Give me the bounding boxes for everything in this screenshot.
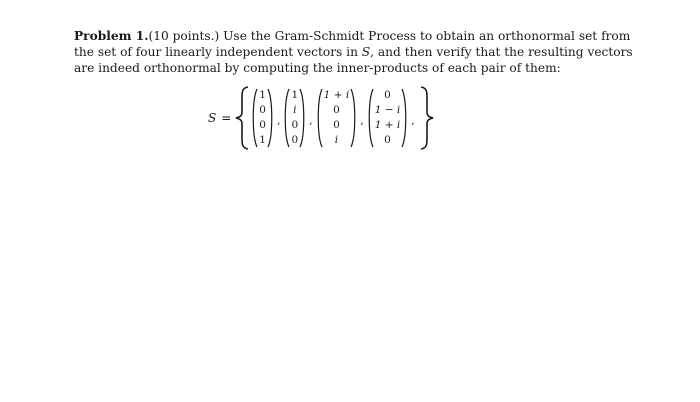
- vector-4-entry-4: 0: [384, 134, 391, 146]
- vector-2-entry-1: 1: [291, 89, 299, 101]
- vector-1-entries: [258, 88, 267, 148]
- vector-4: [367, 88, 409, 148]
- problem-line-3: are indeed orthonormal by computing the inner-products of each pair of them:: [74, 61, 561, 75]
- vector-4-entry-3: 1 + i: [374, 119, 401, 131]
- separator-comma: ,: [360, 113, 364, 127]
- vector-1-entry-4: 1: [259, 134, 266, 146]
- left-paren-icon: [367, 88, 374, 148]
- vector-1-entry-2: 0: [259, 104, 266, 116]
- problem-line-2: [74, 44, 634, 60]
- vector-2-entry-2: i: [293, 104, 297, 116]
- set-variable-inline: S: [361, 45, 371, 59]
- separator-comma: ,: [309, 113, 313, 127]
- vector-3-entries: [323, 88, 351, 148]
- problem-statement: [74, 28, 634, 76]
- vector-4-entries: [374, 88, 402, 148]
- separator-comma: ,: [276, 113, 281, 127]
- set-definition: [208, 86, 436, 150]
- left-paren-icon: [316, 88, 323, 148]
- separator-comma: ,: [411, 113, 415, 127]
- vector-3-entry-1: 1 + i: [323, 89, 350, 101]
- vector-1: [251, 88, 274, 148]
- set-name: S: [208, 111, 217, 125]
- equals-sign: =: [221, 111, 232, 125]
- vector-2-entry-4: 0: [291, 134, 299, 146]
- left-paren-icon: [283, 88, 290, 148]
- right-brace-icon: [418, 86, 436, 150]
- vector-3-entry-3: 0: [333, 119, 340, 131]
- vector-1-entry-1: 1: [259, 89, 266, 101]
- vector-2: [283, 88, 306, 148]
- vector-4-entry-1: 0: [384, 89, 391, 101]
- vector-3-entry-4: i: [334, 134, 339, 146]
- set-lhs: [208, 111, 231, 125]
- vector-3-entry-2: 0: [333, 104, 340, 116]
- right-paren-icon: [299, 88, 306, 148]
- vector-1-entry-3: 0: [259, 119, 266, 131]
- vector-3: [316, 88, 358, 148]
- vector-2-entry-3: 0: [291, 119, 299, 131]
- problem-line-2-text-pre: the set of four linearly independent vectors in: [74, 45, 362, 59]
- problem-line-1: [74, 28, 634, 44]
- right-paren-icon: [350, 88, 357, 148]
- vector-2-entries: [290, 88, 299, 148]
- left-brace-icon: [233, 86, 251, 150]
- problem-line-2-text-post: , and then verify that the resulting vectors: [370, 45, 633, 59]
- vector-4-entry-2: 1 − i: [374, 104, 401, 116]
- problem-line-1-text: (10 points.) Use the Gram-Schmidt Process to obtain an orthonormal set from: [148, 29, 631, 43]
- right-paren-icon: [401, 88, 408, 148]
- right-paren-icon: [267, 88, 274, 148]
- problem-label: Problem 1.: [74, 29, 149, 43]
- left-paren-icon: [251, 88, 258, 148]
